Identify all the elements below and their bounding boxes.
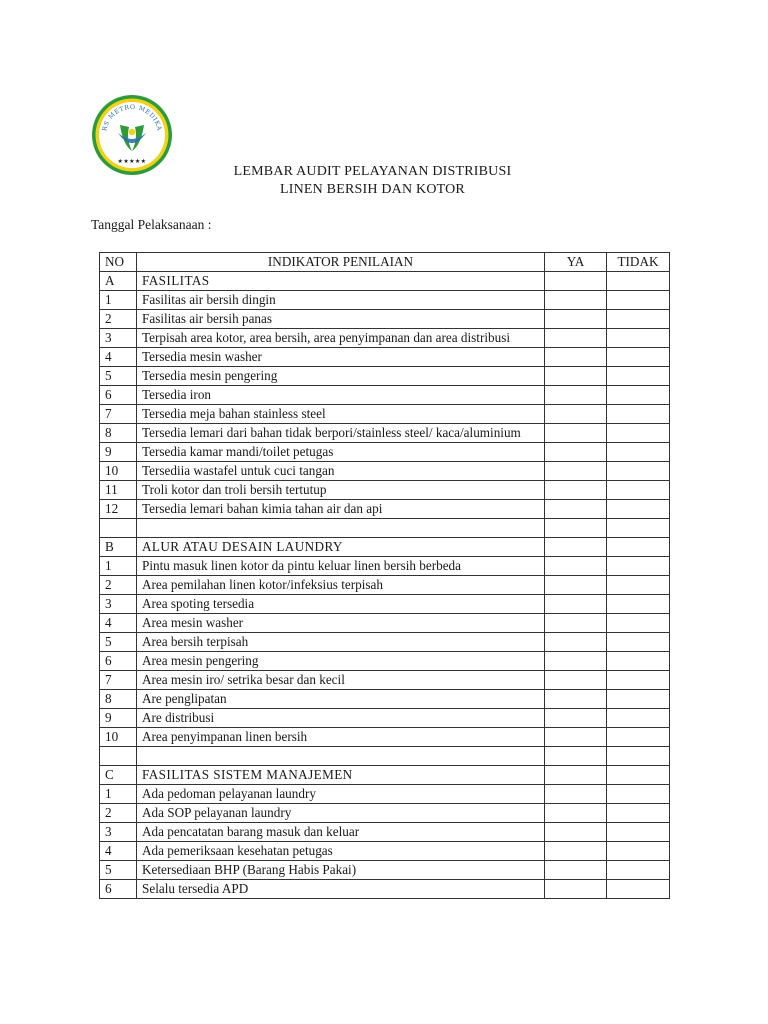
tidak-cell[interactable] bbox=[607, 652, 670, 671]
item-number: 2 bbox=[100, 804, 137, 823]
tidak-cell[interactable] bbox=[607, 823, 670, 842]
table-row bbox=[100, 633, 670, 652]
ya-cell[interactable] bbox=[545, 766, 607, 785]
table-row bbox=[100, 690, 670, 709]
item-text: Tersediia wastafel untuk cuci tangan bbox=[137, 462, 545, 481]
tidak-cell[interactable] bbox=[607, 462, 670, 481]
section-title: FASILITAS bbox=[137, 272, 545, 291]
item-text: Area mesin washer bbox=[137, 614, 545, 633]
document-title-line-2: LINEN BERSIH DAN KOTOR bbox=[280, 182, 465, 197]
tidak-cell[interactable] bbox=[607, 880, 670, 899]
tidak-cell[interactable] bbox=[607, 557, 670, 576]
item-text: Tersedia lemari dari bahan tidak berpori/stainless steel/ kaca/aluminium bbox=[137, 424, 545, 443]
ya-cell[interactable] bbox=[545, 633, 607, 652]
tidak-cell[interactable] bbox=[607, 804, 670, 823]
item-number: 12 bbox=[100, 500, 137, 519]
item-number: 3 bbox=[100, 329, 137, 348]
table-row bbox=[100, 291, 670, 310]
ya-cell[interactable] bbox=[545, 310, 607, 329]
item-text: Area pemilahan linen kotor/infeksius terpisah bbox=[137, 576, 545, 595]
table-row bbox=[100, 823, 670, 842]
ya-cell[interactable] bbox=[545, 652, 607, 671]
tidak-cell[interactable] bbox=[607, 405, 670, 424]
table-row bbox=[100, 557, 670, 576]
ya-cell[interactable] bbox=[545, 842, 607, 861]
item-text: Ketersediaan BHP (Barang Habis Pakai) bbox=[137, 861, 545, 880]
item-number: 1 bbox=[100, 785, 137, 804]
audit-table bbox=[99, 252, 670, 899]
tidak-cell[interactable] bbox=[607, 861, 670, 880]
header-row bbox=[100, 253, 670, 272]
tidak-cell[interactable] bbox=[607, 785, 670, 804]
table-row bbox=[100, 614, 670, 633]
item-number: 2 bbox=[100, 576, 137, 595]
ya-cell[interactable] bbox=[545, 443, 607, 462]
tidak-cell[interactable] bbox=[607, 633, 670, 652]
ya-cell[interactable] bbox=[545, 481, 607, 500]
document-title-line-1: LEMBAR AUDIT PELAYANAN DISTRIBUSI bbox=[233, 164, 512, 179]
item-text: Fasilitas air bersih panas bbox=[137, 310, 545, 329]
ya-cell[interactable] bbox=[545, 709, 607, 728]
ya-cell[interactable] bbox=[545, 785, 607, 804]
item-text: Area mesin pengering bbox=[137, 652, 545, 671]
tidak-cell[interactable] bbox=[607, 709, 670, 728]
ya-cell[interactable] bbox=[545, 405, 607, 424]
item-text: Terpisah area kotor, area bersih, area penyimpanan dan area distribusi bbox=[137, 329, 545, 348]
item-number: 10 bbox=[100, 728, 137, 747]
ya-cell[interactable] bbox=[545, 823, 607, 842]
ya-cell[interactable] bbox=[545, 329, 607, 348]
ya-cell[interactable] bbox=[545, 462, 607, 481]
section-code: B bbox=[100, 538, 137, 557]
table-row bbox=[100, 310, 670, 329]
item-number: 4 bbox=[100, 842, 137, 861]
table-row bbox=[100, 842, 670, 861]
date-label: Tanggal Pelaksanaan : bbox=[91, 217, 212, 232]
ya-cell[interactable] bbox=[545, 557, 607, 576]
tidak-cell[interactable] bbox=[607, 481, 670, 500]
item-number: 4 bbox=[100, 614, 137, 633]
item-number: 5 bbox=[100, 633, 137, 652]
item-number: 5 bbox=[100, 861, 137, 880]
tidak-cell[interactable] bbox=[607, 424, 670, 443]
section-title: FASILITAS SISTEM MANAJEMEN bbox=[137, 766, 545, 785]
table-row bbox=[100, 329, 670, 348]
ya-cell[interactable] bbox=[545, 386, 607, 405]
blank-row bbox=[100, 747, 670, 766]
tidak-cell[interactable] bbox=[607, 728, 670, 747]
ya-cell[interactable] bbox=[545, 861, 607, 880]
tidak-cell[interactable] bbox=[607, 386, 670, 405]
section-row-b bbox=[100, 538, 670, 557]
table-row bbox=[100, 709, 670, 728]
table-row bbox=[100, 576, 670, 595]
section-row-a bbox=[100, 272, 670, 291]
item-number: 6 bbox=[100, 652, 137, 671]
item-number: 11 bbox=[100, 481, 137, 500]
item-text: Are distribusi bbox=[137, 709, 545, 728]
item-number: 9 bbox=[100, 709, 137, 728]
item-number: 6 bbox=[100, 386, 137, 405]
item-number: 8 bbox=[100, 424, 137, 443]
item-text: Tersedia kamar mandi/toilet petugas bbox=[137, 443, 545, 462]
tidak-cell[interactable] bbox=[607, 348, 670, 367]
table-row bbox=[100, 595, 670, 614]
item-number: 7 bbox=[100, 671, 137, 690]
item-number: 1 bbox=[100, 557, 137, 576]
column-header-indicator: INDIKATOR PENILAIAN bbox=[137, 253, 545, 272]
item-number: 10 bbox=[100, 462, 137, 481]
section-title: ALUR ATAU DESAIN LAUNDRY bbox=[137, 538, 545, 557]
ya-cell[interactable] bbox=[545, 614, 607, 633]
item-text: Ada SOP pelayanan laundry bbox=[137, 804, 545, 823]
item-text: Tersedia mesin pengering bbox=[137, 367, 545, 386]
item-text: Tersedia meja bahan stainless steel bbox=[137, 405, 545, 424]
column-header-tidak: TIDAK bbox=[607, 253, 670, 272]
tidak-cell[interactable] bbox=[607, 329, 670, 348]
ya-cell[interactable] bbox=[545, 804, 607, 823]
section-code: C bbox=[100, 766, 137, 785]
item-number: 1 bbox=[100, 291, 137, 310]
item-number: 3 bbox=[100, 595, 137, 614]
section-code: A bbox=[100, 272, 137, 291]
blank-row bbox=[100, 519, 670, 538]
table-row bbox=[100, 348, 670, 367]
item-number: 2 bbox=[100, 310, 137, 329]
table-row bbox=[100, 785, 670, 804]
item-number: 5 bbox=[100, 367, 137, 386]
column-header-no: NO bbox=[100, 253, 137, 272]
item-text: Tersedia iron bbox=[137, 386, 545, 405]
hospital-logo bbox=[90, 93, 174, 177]
ya-cell[interactable] bbox=[545, 424, 607, 443]
column-header-ya: YA bbox=[545, 253, 607, 272]
item-text: Area mesin iro/ setrika besar dan kecil bbox=[137, 671, 545, 690]
table-row bbox=[100, 804, 670, 823]
item-number: 3 bbox=[100, 823, 137, 842]
item-text: Are penglipatan bbox=[137, 690, 545, 709]
table-row bbox=[100, 880, 670, 899]
ya-cell[interactable] bbox=[545, 291, 607, 310]
tidak-cell[interactable] bbox=[607, 500, 670, 519]
item-text: Selalu tersedia APD bbox=[137, 880, 545, 899]
table-row bbox=[100, 424, 670, 443]
ya-cell[interactable] bbox=[545, 367, 607, 386]
tidak-cell[interactable] bbox=[607, 291, 670, 310]
ya-cell[interactable] bbox=[545, 690, 607, 709]
table-row bbox=[100, 386, 670, 405]
item-text: Ada pedoman pelayanan laundry bbox=[137, 785, 545, 804]
table-row bbox=[100, 728, 670, 747]
item-text: Area penyimpanan linen bersih bbox=[137, 728, 545, 747]
ya-cell[interactable] bbox=[545, 272, 607, 291]
item-text: Ada pemeriksaan kesehatan petugas bbox=[137, 842, 545, 861]
item-text: Pintu masuk linen kotor da pintu keluar linen bersih berbeda bbox=[137, 557, 545, 576]
table-row bbox=[100, 481, 670, 500]
table-row bbox=[100, 462, 670, 481]
item-text: Ada pencatatan barang masuk dan keluar bbox=[137, 823, 545, 842]
table-row bbox=[100, 405, 670, 424]
ya-cell[interactable] bbox=[545, 538, 607, 557]
tidak-cell[interactable] bbox=[607, 595, 670, 614]
table-row bbox=[100, 671, 670, 690]
svg-text:RS METRO MEDIKA: RS METRO MEDIKA bbox=[101, 103, 163, 132]
item-text: Troli kotor dan troli bersih tertutup bbox=[137, 481, 545, 500]
item-number: 4 bbox=[100, 348, 137, 367]
tidak-cell[interactable] bbox=[607, 576, 670, 595]
item-text: Fasilitas air bersih dingin bbox=[137, 291, 545, 310]
ya-cell[interactable] bbox=[545, 500, 607, 519]
item-number: 8 bbox=[100, 690, 137, 709]
tidak-cell[interactable] bbox=[607, 766, 670, 785]
item-number: 6 bbox=[100, 880, 137, 899]
svg-text:★★★★★: ★★★★★ bbox=[117, 158, 147, 165]
tidak-cell[interactable] bbox=[607, 614, 670, 633]
ya-cell[interactable] bbox=[545, 880, 607, 899]
ya-cell[interactable] bbox=[545, 671, 607, 690]
item-text: Tersedia mesin washer bbox=[137, 348, 545, 367]
tidak-cell[interactable] bbox=[607, 671, 670, 690]
table-row bbox=[100, 500, 670, 519]
ya-cell[interactable] bbox=[545, 728, 607, 747]
item-text: Area spoting tersedia bbox=[137, 595, 545, 614]
table-row bbox=[100, 861, 670, 880]
item-number: 7 bbox=[100, 405, 137, 424]
table-row bbox=[100, 443, 670, 462]
tidak-cell[interactable] bbox=[607, 443, 670, 462]
tidak-cell[interactable] bbox=[607, 310, 670, 329]
item-number: 9 bbox=[100, 443, 137, 462]
item-text: Area bersih terpisah bbox=[137, 633, 545, 652]
section-row-c bbox=[100, 766, 670, 785]
tidak-cell[interactable] bbox=[607, 272, 670, 291]
tidak-cell[interactable] bbox=[607, 367, 670, 386]
ya-cell[interactable] bbox=[545, 595, 607, 614]
table-row bbox=[100, 652, 670, 671]
ya-cell[interactable] bbox=[545, 348, 607, 367]
ya-cell[interactable] bbox=[545, 576, 607, 595]
item-text: Tersedia lemari bahan kimia tahan air dan api bbox=[137, 500, 545, 519]
table-row bbox=[100, 367, 670, 386]
tidak-cell[interactable] bbox=[607, 538, 670, 557]
tidak-cell[interactable] bbox=[607, 690, 670, 709]
tidak-cell[interactable] bbox=[607, 842, 670, 861]
